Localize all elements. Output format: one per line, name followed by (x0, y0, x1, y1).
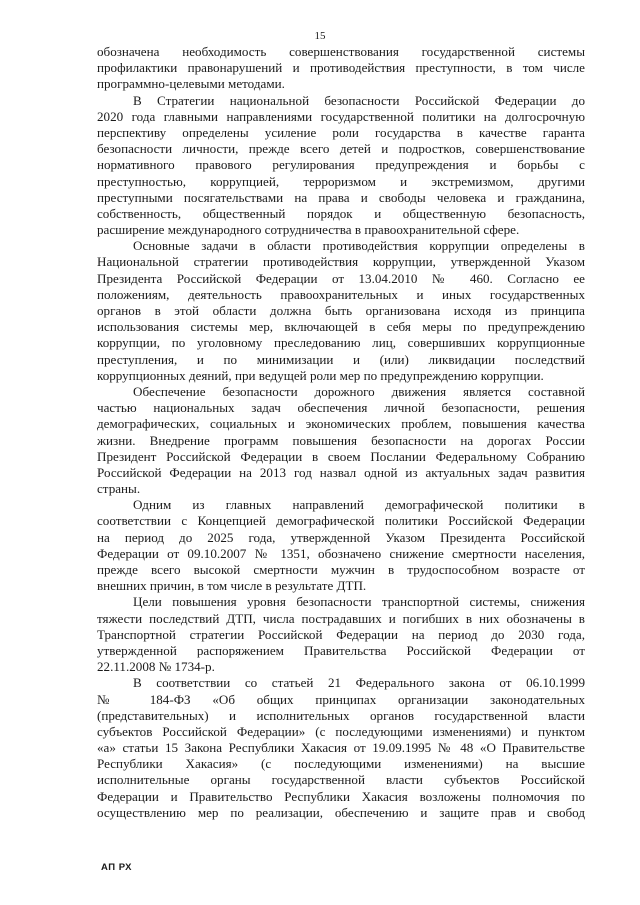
text-line: Одним из главных направлений демографической политики в (133, 497, 585, 513)
text-line: Президента Российской Федерации от 13.04.2010 № 460. Согласно ее (97, 270, 585, 286)
text-line: жизни. Внедрение программ повышения безопасности на дорогах России (97, 432, 585, 448)
text-line: В соответствии со статьей 21 Федерального закона от 06.10.1999 (133, 675, 585, 691)
text-line: осуществлению мер по реализации, обеспечению и защите прав и свобод (97, 804, 585, 820)
text-line: Президент Российской Федерации в своем Послании Федеральному Собранию (97, 448, 585, 464)
text-line: перспективу определены усиление роли государства в качестве гаранта (97, 124, 585, 140)
paragraph (97, 93, 585, 239)
text-line: Цели повышения уровня безопасности транспортной системы, снижения (133, 594, 585, 610)
text-line: 22.11.2008 № 1734-р. (97, 659, 215, 675)
text-line: Основные задачи в области противодействия коррупции определены в (133, 238, 585, 254)
paragraph (97, 594, 585, 675)
page-number: 15 (314, 30, 326, 42)
text-line: внешних причин, в том числе в результате ДТП. (97, 578, 367, 594)
text-line: расширение международного сотрудничества в правоохранительной сфере. (97, 222, 520, 238)
text-line: страны. (97, 481, 141, 497)
text-line: тяжести последствий ДТП, числа пострадавших и погибших в них обозначены в (97, 610, 585, 626)
text-line: преступными посягательствами на права и свободы человека и гражданина, (97, 189, 585, 205)
text-line: Федерации от 09.10.2007 № 1351, обозначено снижение смертности населения, (97, 545, 585, 561)
text-line: обозначена необходимость совершенствования государственной системы (97, 44, 585, 59)
text-line: безопасности личности, прежде всего детей и подростков, совершенствование (97, 141, 585, 157)
text-line: прежде всего высокой смертности мужчин в трудоспособном возрасте от (97, 562, 585, 577)
text-line: профилактики правонарушений и противодействия преступности, в том числе (97, 60, 585, 76)
text-line: демографических, социальных и экономических проблем, повышения качества (97, 416, 585, 432)
text-line: № 184-ФЗ «Об общих принципах организации законодательных (97, 691, 585, 707)
paragraph (97, 44, 585, 93)
text-line: положениям, деятельность правоохранительных и иных государственных (97, 286, 585, 302)
text-line: использования системы мер, включающей в себя меры по предупреждению (97, 319, 585, 335)
paragraph (97, 384, 585, 497)
text-line: преступления, и по минимизации и (или) ликвидации последствий (97, 351, 585, 367)
text-line: коррупционных деяний, при ведущей роли мер по предупреждению коррупции. (97, 367, 544, 383)
text-line: собственность, общественный порядок и общественную безопасность, (97, 205, 585, 221)
text-line: коррупции, по уголовному преследованию лиц, совершивших коррупционные (97, 335, 585, 351)
text-line: соответствии с Концепцией демографической политики Российской Федерации (97, 513, 585, 529)
text-line: субъектов Российской Федерации» (с последующими изменениями) и пунктом (97, 723, 585, 739)
text-line: Республики Хакасия» (с последующими изменениями) на высшие (97, 756, 585, 772)
text-line: Национальной стратегии противодействия коррупции, утвержденной Указом (97, 254, 585, 270)
paragraph (97, 238, 585, 384)
text-line: Транспортной стратегии Российской Федерации на период до 2030 года, (97, 626, 585, 642)
text-line: Российской Федерации на 2013 год назвал одной из актуальных задач развития (97, 464, 585, 480)
text-line: нормативного правового регулирования предупреждения и борьбы с (97, 157, 585, 173)
text-line: исполнительные органы государственной власти субъектов Российской (97, 772, 585, 788)
document-body (97, 44, 585, 821)
text-line: «а» статьи 15 Закона Республики Хакасия от 19.09.1995 № 48 «О Правительстве (97, 740, 585, 756)
paragraph (97, 497, 585, 594)
text-line: частью национальных задач обеспечения личной безопасности, решения (97, 400, 585, 416)
text-line: утвержденной распоряжением Правительства Российской Федерации от (97, 642, 585, 658)
text-line: В Стратегии национальной безопасности Российской Федерации до (133, 92, 585, 108)
footer-mark: АП РХ (101, 862, 133, 873)
text-line: 2020 года главными направлениями государственной политики на долгосрочную (97, 108, 585, 124)
text-line: преступностью, коррупцией, терроризмом и экстремизмом, другими (97, 173, 585, 189)
text-line: программно-целевыми методами. (97, 76, 285, 92)
text-line: (представительных) и исполнительных органов государственной власти (97, 707, 585, 723)
paragraph (97, 675, 585, 821)
text-line: на период до 2025 года, утвержденной Указом Президента Российской (97, 529, 585, 545)
text-line: Федерации и Правительство Республики Хакасия возложены полномочия по (97, 788, 585, 804)
text-line: органов в этой области должна быть организована исходя из принципа (97, 303, 585, 318)
text-line: Обеспечение безопасности дорожного движения является составной (133, 383, 585, 399)
